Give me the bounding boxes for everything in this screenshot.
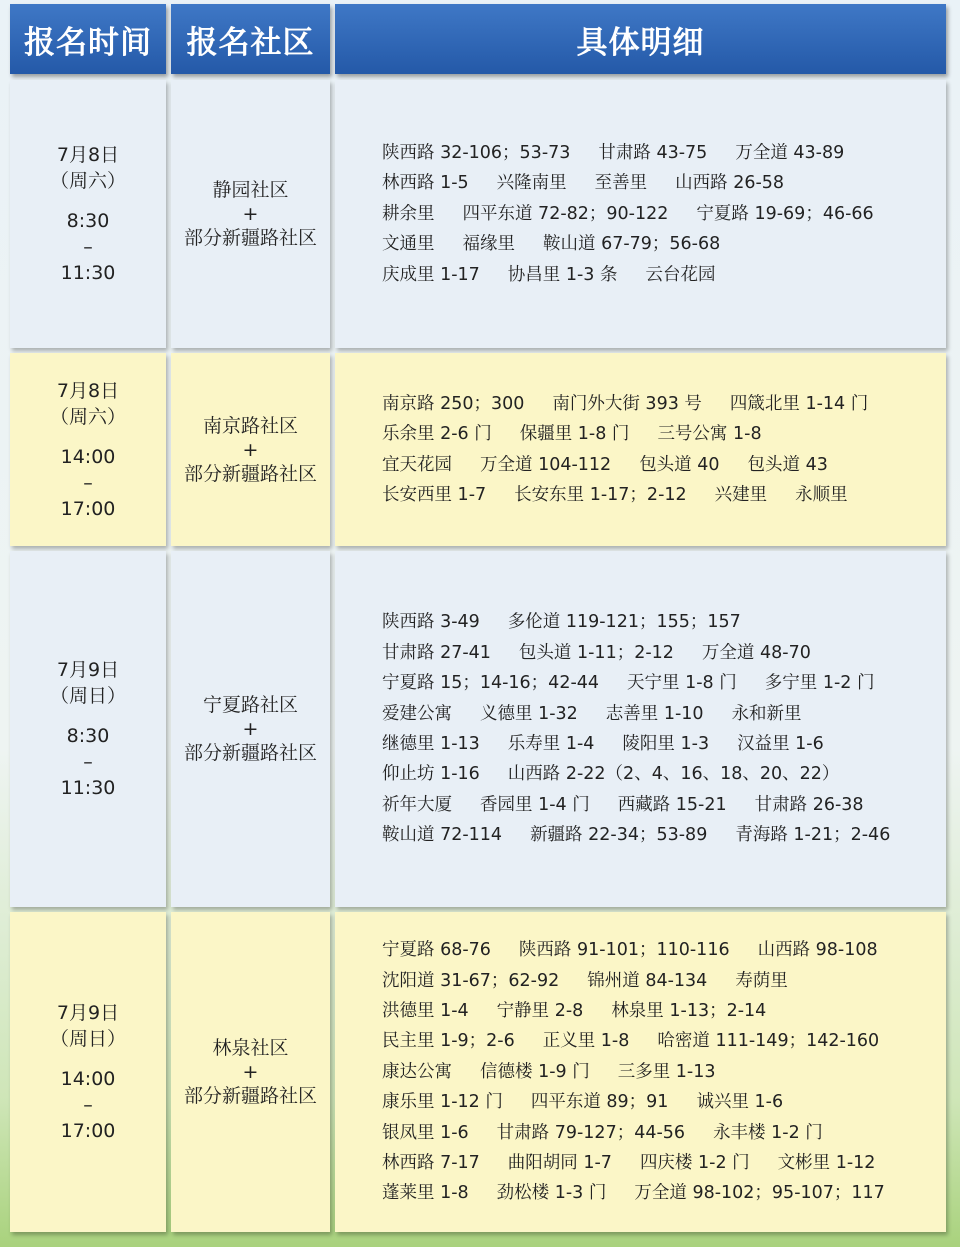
detail-line [382,790,946,820]
address-item: 新疆路 22-34；53-89 [530,825,708,846]
community-name: 宁夏路社区 [202,694,298,716]
detail-line [382,966,946,996]
address-item: 万全道 104-112 [480,454,612,475]
detail-line [382,229,946,259]
header-detail: 具体明细 [335,4,946,74]
community-cell [171,353,330,546]
detail-line [382,759,946,789]
detail-line [382,1148,946,1178]
address-item: 仰止坊 1-16 [382,764,480,785]
detail-line [382,138,946,168]
detail-line [382,480,946,510]
address-item: 甘肃路 27-41 [382,642,491,663]
end-time-text: 11:30 [60,777,116,799]
address-item: 包头道 43 [747,454,828,475]
address-item: 天宁里 1-8 门 [627,673,737,694]
detail-line [382,699,946,729]
detail-cell [335,80,946,348]
plus-sign: + [242,203,259,225]
plus-sign: + [242,718,259,740]
community-extra: 部分新疆路社区 [183,742,317,764]
address-item: 康乐里 1-12 门 [382,1092,503,1113]
detail-line [382,1178,946,1208]
address-item: 永顺里 [795,484,848,505]
address-item: 包头道 1-11；2-12 [518,642,674,663]
detail-line [382,389,946,419]
address-item: 永丰楼 1-2 门 [713,1122,823,1143]
dash-text: – [83,236,93,258]
address-item: 乐余里 2-6 门 [382,424,492,445]
address-item: 长安东里 1-17；2-12 [514,484,687,505]
address-item: 香园里 1-4 门 [480,794,590,815]
address-item: 福缘里 [462,234,515,255]
address-item: 庆成里 1-17 [382,264,480,285]
address-item: 陕西路 91-101；110-116 [518,940,730,961]
address-item: 万全道 43-89 [735,142,845,163]
detail-cell [335,912,946,1232]
detail-line [382,1087,946,1117]
address-item: 文通里 [382,234,435,255]
community-cell [171,80,330,348]
end-time-text: 17:00 [60,1120,116,1142]
address-item: 劲松楼 1-3 门 [496,1183,607,1204]
address-item: 蓬莱里 1-8 [382,1183,469,1204]
address-item: 云台花园 [645,264,716,285]
address-item: 宜天花园 [382,454,452,475]
detail-line [382,199,946,229]
address-item: 宁夏路 68-76 [382,940,491,961]
address-item: 保疆里 1-8 门 [519,424,630,445]
detail-line [382,450,946,480]
time-cell [10,353,166,546]
address-item: 信德楼 1-9 门 [480,1061,590,1082]
detail-line [382,260,946,290]
address-item: 四庆楼 1-2 门 [639,1153,750,1174]
address-item: 协昌里 1-3 条 [507,264,618,285]
address-item: 沈阳道 31-67；62-92 [382,970,560,991]
address-item: 永和新里 [731,703,802,724]
address-item: 四平东道 72-82；90-122 [462,203,669,224]
date-text: 7月9日 [56,659,120,681]
dash-text: – [83,471,93,494]
address-item: 康达公寓 [382,1061,452,1082]
start-time-text: 8:30 [66,210,110,232]
weekday-text: （周六） [49,405,126,428]
address-item: 民主里 1-9；2-6 [382,1031,515,1052]
community-name: 南京路社区 [202,414,298,437]
community-name: 林泉社区 [212,1037,289,1059]
address-item: 长安西里 1-7 [382,484,487,505]
address-item: 林泉里 1-13；2-14 [611,1000,767,1021]
time-cell [10,551,166,907]
detail-line [382,935,946,965]
address-item: 山西路 98-108 [757,940,878,961]
address-item: 陕西路 32-106；53-73 [382,142,571,163]
end-time-text: 17:00 [60,497,116,520]
detail-cell [335,551,946,907]
address-item: 文彬里 1-12 [777,1153,876,1174]
address-item: 四箴北里 1-14 门 [729,393,869,414]
address-item: 哈密道 111-149；142-160 [657,1031,880,1052]
detail-line [382,1057,946,1087]
detail-line [382,419,946,449]
start-time-text: 14:00 [60,445,116,468]
detail-line [382,607,946,637]
plus-sign: + [242,438,259,461]
address-item: 三多里 1-13 [617,1061,716,1082]
community-extra: 部分新疆路社区 [183,1085,317,1107]
date-text: 7月8日 [56,144,120,166]
weekday-text: （周日） [49,685,126,707]
address-item: 多伦道 119-121；155；157 [507,612,741,633]
address-item: 山西路 26-58 [675,173,785,194]
address-item: 鞍山道 72-114 [382,825,503,846]
community-extra: 部分新疆路社区 [183,227,317,249]
weekday-text: （周日） [49,1028,126,1050]
address-item: 多宁里 1-2 门 [764,673,875,694]
date-text: 7月9日 [56,1002,120,1024]
address-item: 祈年大厦 [382,794,452,815]
address-item: 曲阳胡同 1-7 [507,1153,612,1174]
detail-line [382,668,946,698]
address-item: 林西路 1-5 [382,173,469,194]
address-item: 兴建里 [714,484,768,505]
header-time: 报名时间 [10,4,166,74]
address-item: 锦州道 84-134 [587,970,708,991]
address-item: 鞍山道 67-79；56-68 [543,234,721,255]
address-item: 志善里 1-10 [605,703,704,724]
address-item: 万全道 48-70 [701,642,811,663]
community-cell [171,551,330,907]
address-item: 陵阳里 1-3 [622,734,710,754]
address-item: 山西路 2-22（2、4、16、18、20、22） [507,764,840,785]
address-item: 至善里 [594,173,648,194]
address-item: 包头道 40 [639,454,720,475]
detail-line [382,820,946,850]
address-item: 万全道 98-102；95-107；117 [634,1183,885,1204]
end-time-text: 11:30 [60,262,116,284]
address-item: 南门外大街 393 号 [552,393,702,414]
community-name: 静园社区 [212,179,289,201]
detail-line [382,168,946,198]
community-cell [171,912,330,1232]
address-item: 宁静里 2-8 [496,1000,584,1021]
address-item: 甘肃路 26-38 [754,794,864,815]
address-item: 义德里 1-32 [480,703,578,724]
address-item: 汉益里 1-6 [737,734,824,754]
address-item: 宁夏路 15；14-16；42-44 [382,673,600,694]
start-time-text: 14:00 [60,1068,116,1090]
dash-text: – [83,1094,93,1116]
address-item: 甘肃路 43-75 [598,142,708,163]
time-cell [10,80,166,348]
detail-line [382,729,946,759]
address-item: 乐寿里 1-4 [507,734,595,754]
plus-sign: + [242,1061,259,1083]
address-item: 洪德里 1-4 [382,1000,469,1021]
address-item: 银凤里 1-6 [382,1122,469,1143]
address-item: 四平东道 89；91 [530,1092,669,1113]
detail-line [382,1026,946,1056]
address-item: 继德里 1-13 [382,734,480,754]
header-community: 报名社区 [171,4,330,74]
address-item: 陕西路 3-49 [382,612,480,633]
address-item: 寿荫里 [735,970,788,991]
detail-cell [335,353,946,546]
address-item: 诚兴里 1-6 [696,1092,784,1113]
address-item: 西藏路 15-21 [617,794,727,815]
time-cell [10,912,166,1232]
address-item: 三号公寓 1-8 [657,424,762,445]
dash-text: – [83,751,93,773]
detail-line [382,1118,946,1148]
address-item: 林西路 7-17 [382,1153,480,1174]
address-item: 宁夏路 19-69；46-66 [696,203,874,224]
community-extra: 部分新疆路社区 [183,462,317,485]
detail-line [382,638,946,668]
weekday-text: （周六） [49,170,126,192]
start-time-text: 8:30 [66,725,110,747]
detail-line [382,996,946,1026]
address-item: 爱建公寓 [382,703,452,724]
address-item: 南京路 250；300 [382,393,525,414]
date-text: 7月8日 [56,379,120,402]
address-item: 兴隆南里 [496,173,567,194]
address-item: 甘肃路 79-127；44-56 [496,1122,686,1143]
address-item: 正义里 1-8 [542,1031,630,1052]
address-item: 青海路 1-21；2-46 [735,825,891,846]
address-item: 耕余里 [382,203,435,224]
